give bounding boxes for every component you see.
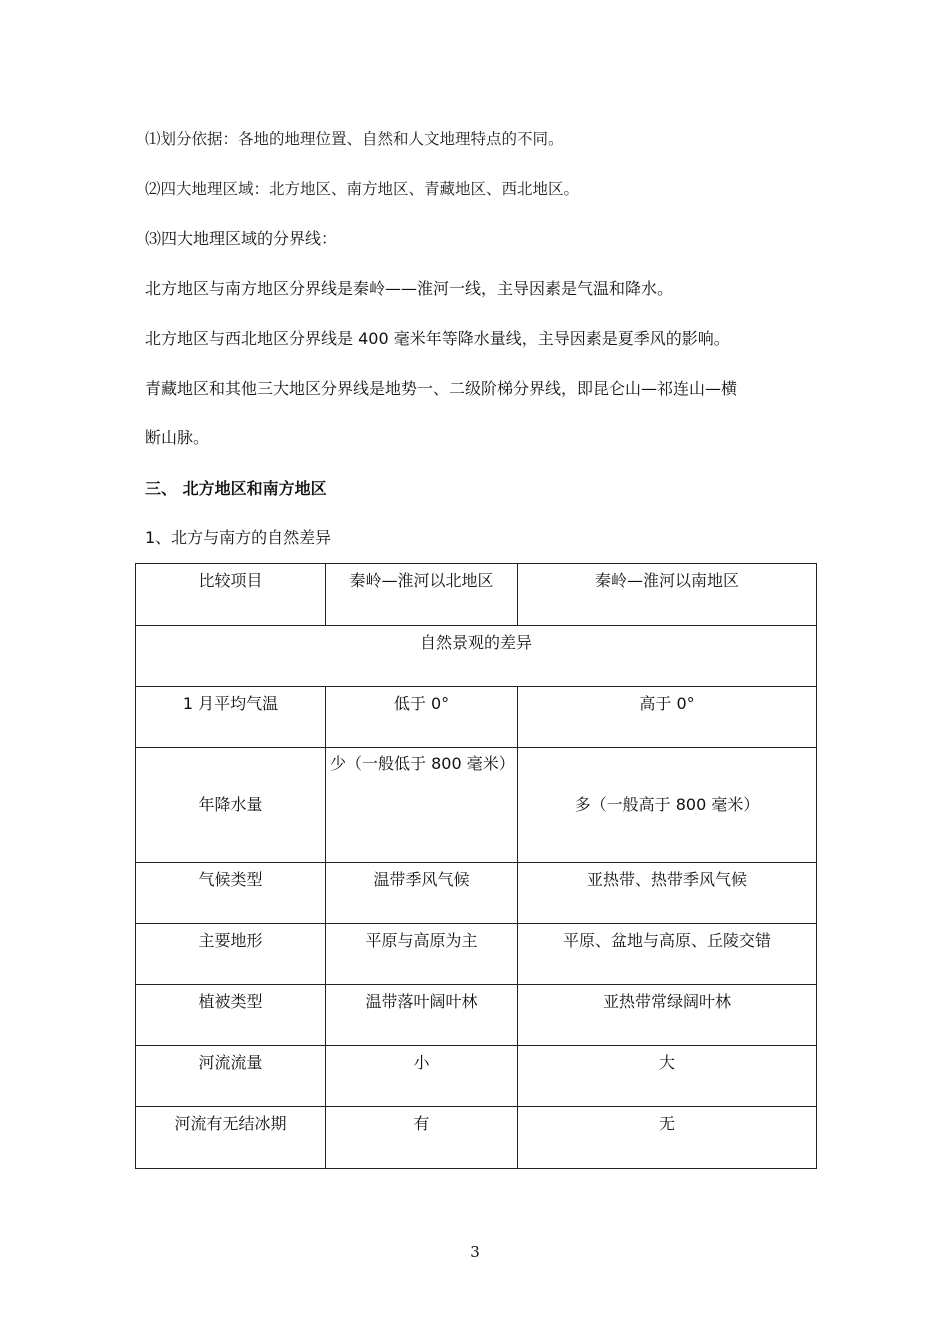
table-cell: 平原与高原为主: [326, 924, 518, 985]
table-cell: 植被类型: [136, 985, 326, 1046]
table-cell: 温带落叶阔叶林: [326, 985, 518, 1046]
table-cell: 大: [518, 1046, 817, 1107]
table-row: [136, 748, 817, 863]
item-boundary-lines: ⑶四大地理区域的分界线：: [145, 229, 338, 248]
table-row: [136, 1046, 817, 1107]
table-cell: 河流有无结冰期: [136, 1107, 326, 1169]
table-span-row: [136, 626, 817, 687]
table-cell: 1 月平均气温: [136, 687, 326, 748]
header-cell: 秦岭—淮河以北地区: [326, 564, 518, 626]
table-cell: 亚热带、热带季风气候: [518, 863, 817, 924]
table-row: [136, 924, 817, 985]
table-row: [136, 985, 817, 1046]
comparison-table: [135, 563, 817, 1169]
item-division-basis: ⑴划分依据：各地的地理位置、自然和人文地理特点的不同。: [145, 130, 564, 148]
boundary-qingzang-line: 青藏地区和其他三大地区分界线是地势一、二级阶梯分界线，即昆仑山—祁连山—横: [145, 379, 738, 398]
span-cell: 自然景观的差异: [136, 626, 817, 687]
table-cell: 小: [326, 1046, 518, 1107]
section-subheading: 1、北方与南方的自然差异: [145, 528, 332, 547]
table-header-row: [136, 564, 817, 626]
table-row: [136, 863, 817, 924]
table-cell: 主要地形: [136, 924, 326, 985]
boundary-north-south: 北方地区与南方地区分界线是秦岭——淮河一线，主导因素是气温和降水。: [145, 279, 674, 298]
header-cell: 比较项目: [136, 564, 326, 626]
table-cell: 亚热带常绿阔叶林: [518, 985, 817, 1046]
table-cell: 平原、盆地与高原、丘陵交错: [518, 924, 817, 985]
page-number: 3: [470, 1243, 480, 1261]
table-cell: 低于 0°: [326, 687, 518, 748]
table-cell: 气候类型: [136, 863, 326, 924]
table-row: [136, 687, 817, 748]
header-cell: 秦岭—淮河以南地区: [518, 564, 817, 626]
item-four-regions: ⑵四大地理区域：北方地区、南方地区、青藏地区、西北地区。: [145, 180, 580, 198]
table-cell: 高于 0°: [518, 687, 817, 748]
table-row: [136, 1107, 817, 1169]
table-cell: 年降水量: [136, 748, 326, 863]
table-cell: 有: [326, 1107, 518, 1169]
table-cell: 温带季风气候: [326, 863, 518, 924]
section-heading: 三、 北方地区和南方地区: [145, 479, 327, 498]
table-cell: 多（一般高于 800 毫米）: [518, 748, 817, 863]
boundary-north-northwest: 北方地区与西北地区分界线是 400 毫米年等降水量线，主导因素是夏季风的影响。: [145, 329, 730, 348]
table-cell: 河流流量: [136, 1046, 326, 1107]
table-cell: 无: [518, 1107, 817, 1169]
boundary-qingzang-line-cont: 断山脉。: [145, 428, 210, 447]
table-cell: 少（一般低于 800 毫米）: [326, 748, 518, 863]
